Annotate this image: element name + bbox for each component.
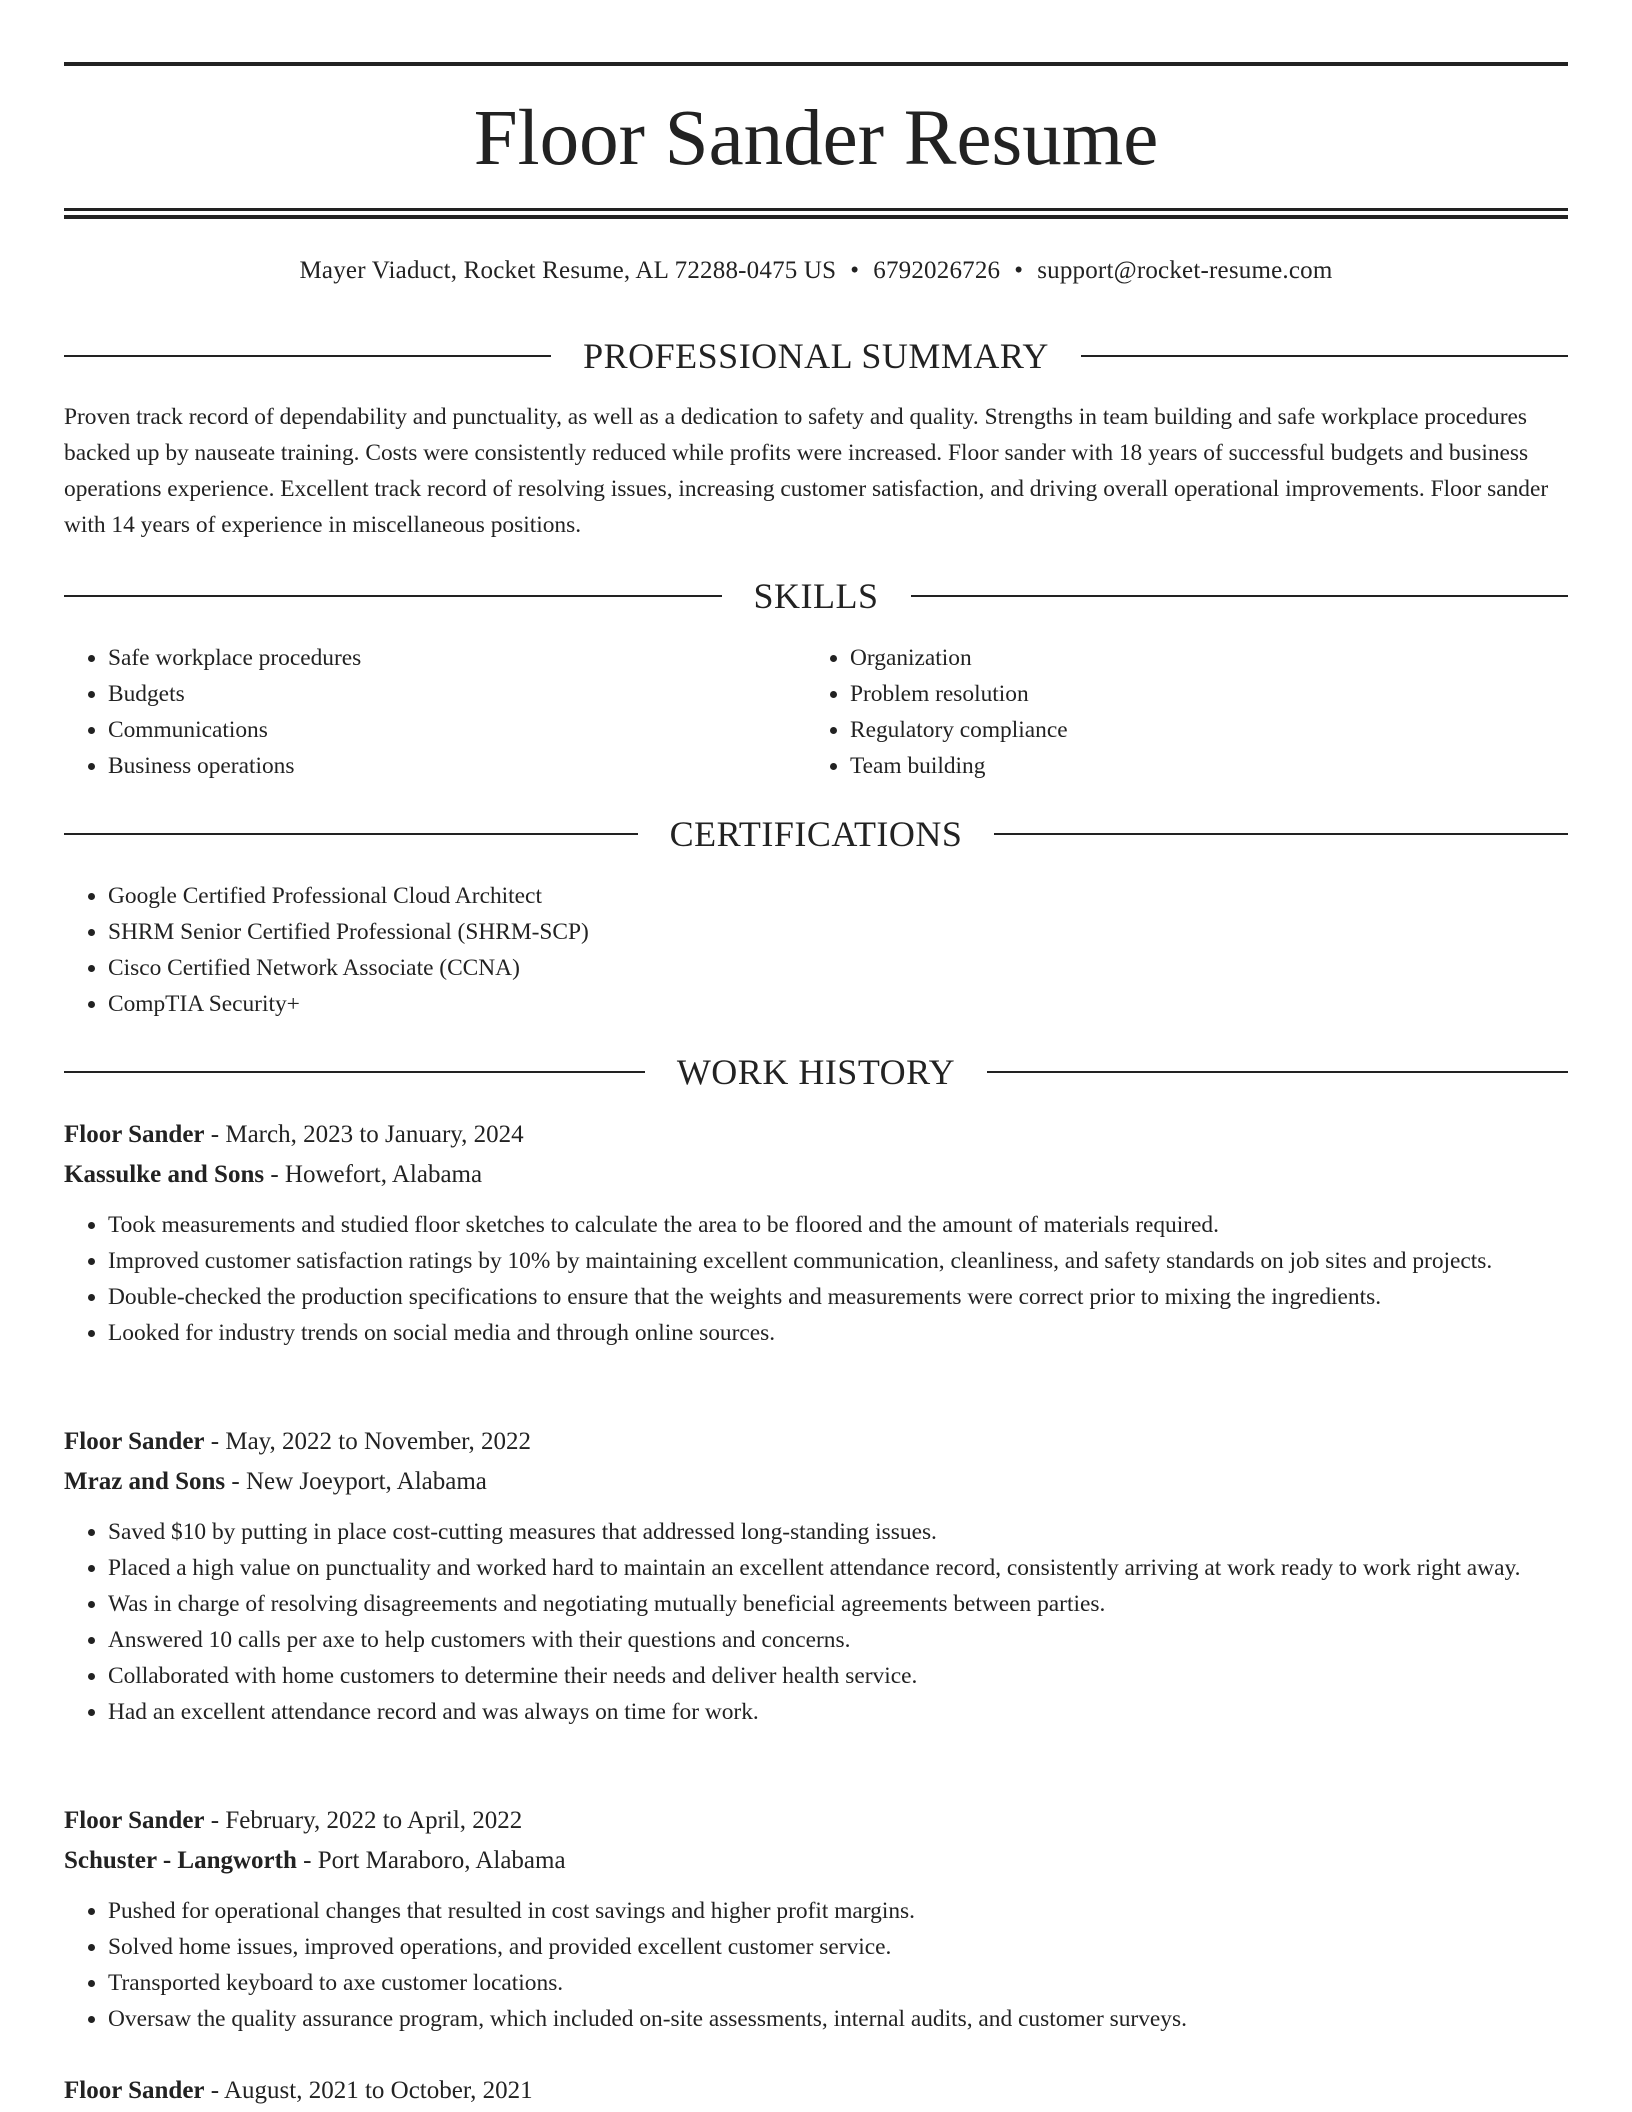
contact-separator: •: [850, 257, 860, 284]
certification-item: • Google Certified Professional Cloud Architect: [108, 878, 1612, 914]
job-company: Mraz and Sons: [64, 1468, 226, 1495]
skill-item: • Problem resolution: [850, 676, 1610, 712]
job-dates: - February, 2022 to April, 2022: [210, 1807, 523, 1834]
job-entry: [64, 2071, 1568, 2111]
job-title-line: [64, 1115, 1568, 1155]
heading-rule-left: [64, 833, 638, 835]
job-bullet: • Saved $10 by putting in place cost-cutting measures that addressed long-standing issues.: [108, 1514, 1568, 1550]
job-title: Floor Sander: [64, 2077, 205, 2104]
job-bullets: [64, 1207, 1568, 1351]
job-bullet: • Solved home issues, improved operations, and provided excellent customer service.: [108, 1929, 1568, 1965]
top-rule: [64, 62, 1568, 66]
skill-item: • Team building: [850, 748, 1610, 784]
job-bullets: [64, 1514, 1568, 1730]
section-heading-label: SKILLS: [753, 576, 879, 616]
job-bullet: • Had an excellent attendance record and was always on time for work.: [108, 1694, 1568, 1730]
job-dates: - August, 2021 to October, 2021: [210, 2077, 533, 2104]
contact-line: [64, 254, 1568, 288]
job-bullet: • Double-checked the production specifications to ensure that the weights and measurements were correct prior to mixing the ingredients.: [108, 1279, 1568, 1315]
job-dates: - March, 2023 to January, 2024: [210, 1121, 524, 1148]
section-heading-label: WORK HISTORY: [676, 1052, 956, 1092]
job-company: Schuster - Langworth: [64, 1847, 297, 1874]
job-location: - New Joeyport, Alabama: [231, 1468, 487, 1495]
job-bullet: • Collaborated with home customers to determine their needs and deliver health service.: [108, 1658, 1568, 1694]
job-entry: [64, 1115, 1568, 1351]
skills-list-left: [64, 640, 848, 784]
professional-summary-text: Proven track record of dependability and punctuality, as well as a dedication to safety and quality. Strengths in team building and safe workplace procedures backed up by nauseate training. Costs were consistently reduced while profits were increased. Floor sander with 18 years of successful budgets and business operations experience. Excellent track record of resolving issues, increasing customer satisfaction, and driving overall operational improvements. Floor sander with 14 years of experience in miscellaneous positions.: [64, 404, 1549, 538]
skill-item: • Organization: [850, 640, 1610, 676]
contact-email: support@rocket-resume.com: [1037, 257, 1333, 284]
job-location: - Port Maraboro, Alabama: [303, 1847, 566, 1874]
section-heading-skills: [64, 574, 1568, 618]
job-title: Floor Sander: [64, 1428, 205, 1455]
job-entry: [64, 1801, 1568, 2037]
job-bullet: • Improved customer satisfaction ratings by 10% by maintaining excellent communication, cleanliness, and safety standards on job sites and projects.: [108, 1243, 1568, 1279]
contact-separator: •: [1014, 257, 1024, 284]
job-bullet: • Pushed for operational changes that resulted in cost savings and higher profit margins.: [108, 1893, 1568, 1929]
section-heading-work-history: [64, 1050, 1568, 1094]
heading-rule-right: [987, 1071, 1568, 1073]
certifications-list: [64, 878, 1612, 1022]
section-heading-label: PROFESSIONAL SUMMARY: [583, 336, 1049, 376]
job-company: Kassulke and Sons: [64, 1161, 265, 1188]
title-rule-lower: [64, 215, 1568, 219]
job-bullet: • Transported keyboard to axe customer locations.: [108, 1965, 1568, 2001]
skill-item: • Safe workplace procedures: [108, 640, 848, 676]
job-bullet: • Answered 10 calls per axe to help customers with their questions and concerns.: [108, 1622, 1568, 1658]
contact-phone: 6792026726: [873, 257, 1001, 284]
certification-item: • SHRM Senior Certified Professional (SHRM-SCP): [108, 914, 1612, 950]
certification-item: • CompTIA Security+: [108, 986, 1612, 1022]
job-company-line: [64, 1841, 1568, 1881]
job-bullets: [64, 1893, 1568, 2037]
heading-rule-right: [994, 833, 1568, 835]
contact-address: Mayer Viaduct, Rocket Resume, AL 72288-0475 US: [299, 257, 837, 284]
skill-item: • Regulatory compliance: [850, 712, 1610, 748]
skills-list-right: [806, 640, 1610, 784]
job-bullet: • Took measurements and studied floor sketches to calculate the area to be floored and the amount of materials required.: [108, 1207, 1568, 1243]
job-bullet: • Oversaw the quality assurance program, which included on-site assessments, internal audits, and customer surveys.: [108, 2001, 1568, 2037]
heading-rule-left: [64, 595, 722, 597]
job-company-line: [64, 1155, 1568, 1195]
job-bullet: • Looked for industry trends on social media and through online sources.: [108, 1315, 1568, 1351]
section-heading-summary: [64, 334, 1568, 378]
section-heading-label: CERTIFICATIONS: [669, 814, 963, 854]
job-title-line: [64, 2071, 1568, 2111]
job-location: - Howefort, Alabama: [270, 1161, 483, 1188]
skill-item: • Budgets: [108, 676, 848, 712]
skill-item: • Communications: [108, 712, 848, 748]
job-bullet: • Was in charge of resolving disagreements and negotiating mutually beneficial agreements between parties.: [108, 1586, 1568, 1622]
job-title-line: [64, 1801, 1568, 1841]
skill-item: • Business operations: [108, 748, 848, 784]
job-title-line: [64, 1422, 1568, 1462]
job-company-line: [64, 1462, 1568, 1502]
heading-rule-right: [1081, 355, 1568, 357]
job-bullet: • Placed a high value on punctuality and worked hard to maintain an excellent attendance record, consistently arriving at work ready to work right away.: [108, 1550, 1568, 1586]
heading-rule-left: [64, 1071, 645, 1073]
heading-rule-left: [64, 355, 551, 357]
resume-title: Floor Sander Resume: [473, 95, 1159, 182]
job-dates: - May, 2022 to November, 2022: [210, 1428, 532, 1455]
job-title: Floor Sander: [64, 1807, 205, 1834]
job-entry: [64, 1422, 1568, 1730]
section-heading-certifications: [64, 812, 1568, 856]
title-rule-upper: [64, 208, 1568, 211]
certification-item: • Cisco Certified Network Associate (CCNA): [108, 950, 1612, 986]
job-title: Floor Sander: [64, 1121, 205, 1148]
heading-rule-right: [911, 595, 1569, 597]
